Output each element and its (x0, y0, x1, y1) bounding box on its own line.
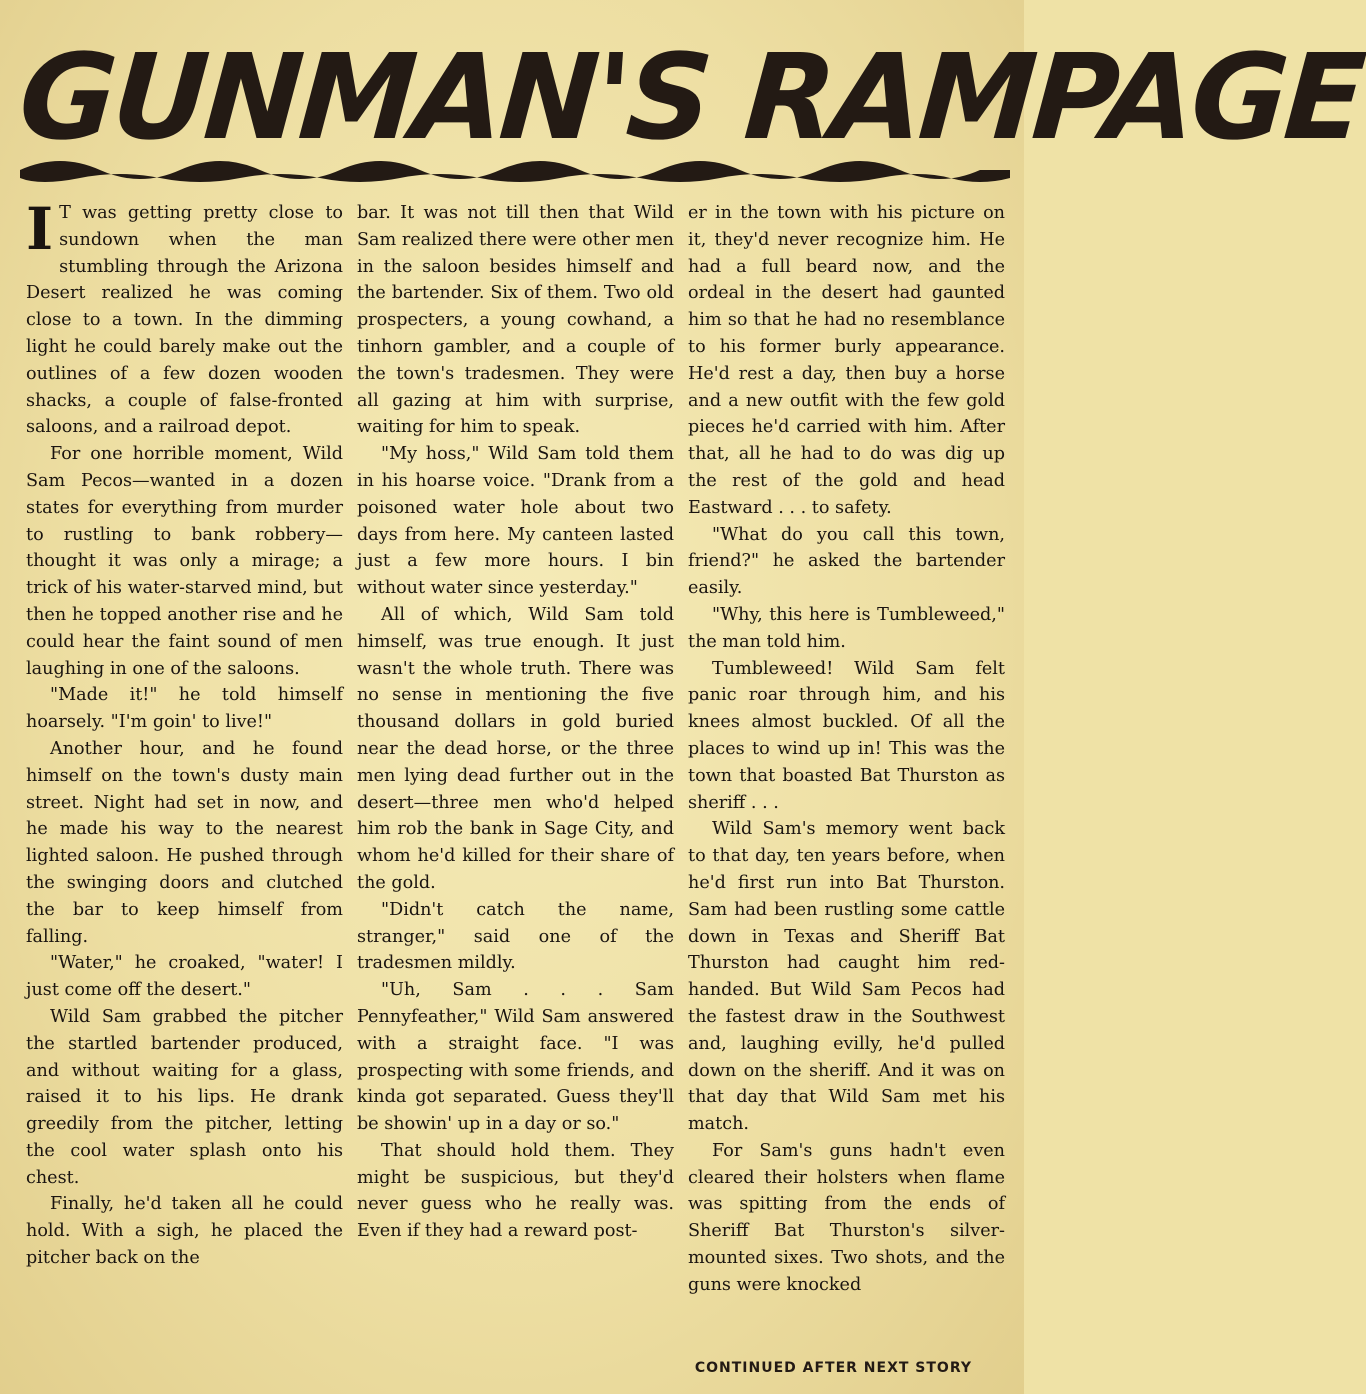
paragraph: For Sam's guns hadn't even cleared their holsters when flame was spitting from the ends of Sheriff Bat Thurston's silver-mounted sixes. Two shots, and the guns were knocked (688, 1140, 1005, 1295)
paragraph: Another hour, and he found himself on the town's dusty main street. Night had set in now, and he made his way to the nearest lighted saloon. He pushed through the swinging doors and clutched the bar to keep himself from falling. (26, 738, 343, 947)
paragraph: "Didn't catch the name, stranger," said one of the tradesmen mildly. (357, 899, 674, 974)
paragraph: "Made it!" he told himself hoarsely. "I'm goin' to live!" (26, 685, 343, 733)
title-underline-wave (20, 150, 1010, 190)
column-2 (357, 200, 674, 1360)
column-3 (688, 200, 1005, 1360)
paragraph: "Why, this here is Tumbleweed," the man told him. (688, 604, 1005, 652)
paragraph: Wild Sam grabbed the pitcher the startled bartender produced, and without waiting for a glass, raised it to his lips. He drank greedily from the pitcher, letting the cool water splash onto his chest. (26, 1006, 343, 1188)
title-banner (0, 0, 1366, 200)
column-1 (26, 195, 343, 1360)
paragraph: "What do you call this town, friend?" he asked the bartender easily. (688, 524, 1005, 599)
story-columns (26, 195, 1006, 1360)
paragraph: "Uh, Sam . . . Sam Pennyfeather," Wild Sam answered with a straight face. "I was prospecting with some friends, and kinda got separated. Guess they'll be showin' up in a day or so." (357, 980, 674, 1135)
paragraph: er in the town with his picture on it, they'd never recognize him. He had a full beard now, and the ordeal in the desert had gaunted him so that he had no resemblance to his former burly appearance. He'd rest a day, then buy a horse and a new outfit with the few gold pieces he'd carried with him. After that, all he had to do was dig up the rest of the gold and head Eastward . . . to safety. (688, 203, 1005, 518)
paragraph: bar. It was not till then that Wild Sam realized there were other men in the saloon besides himself and the bartender. Six of them. Two old prospecters, a young cowhand, a tinhorn gambler, and a couple of the town's tradesmen. They were all gazing at him with surprise, waiting for him to speak. (357, 203, 674, 438)
paragraph: That should hold them. They might be suspicious, but they'd never guess who he really was. Even if they had a reward post- (357, 1140, 674, 1242)
drop-cap: I (26, 195, 54, 263)
paragraph: "Water," he croaked, "water! I just come off the desert." (26, 953, 343, 1001)
story-title: GUNMAN'S RAMPAGE (15, 28, 1366, 166)
paragraph-opening (26, 195, 343, 441)
paragraph: All of which, Wild Sam told himself, was true enough. It just wasn't the whole truth. There was no sense in mentioning the five thousand dollars in gold buried near the dead horse, or the three men lying dead further out in the desert—three men who'd helped him rob the bank in Sage City, and whom he'd killed for their share of the gold. (357, 604, 674, 893)
paragraph: "My hoss," Wild Sam told them in his hoarse voice. "Drank from a poisoned water hole about two days from here. My canteen lasted just a few more hours. I bin without water since yesterday." (357, 444, 674, 599)
paragraph: Finally, he'd taken all he could hold. With a sigh, he placed the pitcher back on the (26, 1194, 343, 1269)
paragraph-text: T was getting pretty close to sundown when the man stumbling through the Arizona Desert realized he was coming close to a town. In the dimming light he could barely make out the outlines of a few dozen wooden shacks, a couple of false-fronted saloons, and a railroad depot. (26, 203, 343, 438)
paragraph: For one horrible moment, Wild Sam Pecos—wanted in a dozen states for everything from murder to rustling to bank robbery—thought it was only a mirage; a trick of his water-starved mind, but then he topped another rise and he could hear the faint sound of men laughing in one of the saloons. (26, 444, 343, 679)
paragraph: Wild Sam's memory went back to that day, ten years before, when he'd first run into Bat Thurston. Sam had been rustling some cattle down in Texas and Sheriff Bat Thurston had caught him red-handed. But Wild Sam Pecos had the fastest draw in the Southwest and, laughing evilly, he'd pulled down on the sheriff. And it was on that day that Wild Sam met his match. (688, 819, 1005, 1135)
continued-notice: CONTINUED AFTER NEXT STORY (694, 1360, 972, 1376)
paragraph: Tumbleweed! Wild Sam felt panic roar through him, and his knees almost buckled. Of all the places to wind up in! This was the town that boasted Bat Thurston as sheriff . . . (688, 658, 1005, 813)
